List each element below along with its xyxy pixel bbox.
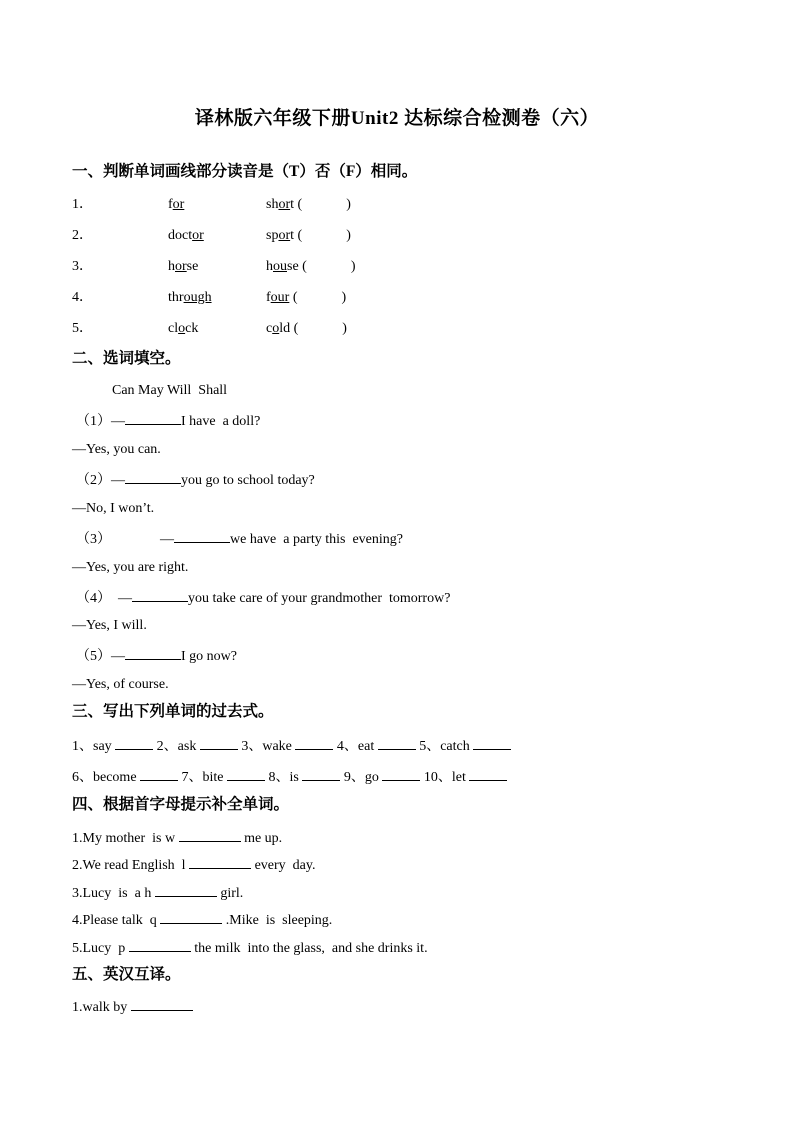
sentence-end: .Mike is sleeping. (225, 913, 333, 928)
paren-close: ) (346, 197, 351, 212)
sentence-start: 4.Please talk q (72, 913, 157, 928)
question-text: you take care of your grandmother tomorrow? (188, 591, 451, 606)
spelling-item (72, 910, 332, 930)
answer-blank[interactable] (140, 767, 178, 781)
word-a (168, 320, 198, 338)
underlined-letters: or (175, 259, 187, 274)
verb-item: 7、bite (181, 770, 224, 785)
fill-line (76, 588, 450, 608)
question-text: I have a doll? (181, 414, 261, 429)
word-part: h (266, 259, 273, 274)
fill-line (72, 500, 154, 518)
answer-blank[interactable] (115, 736, 153, 750)
sentence-start: 2.We read English l (72, 858, 186, 873)
answer-blank[interactable] (382, 767, 420, 781)
paren-open: ( (297, 197, 303, 212)
section1-heading: 一、判断单词画线部分读音是（T）否（F）相同。 (72, 163, 418, 180)
word-part: c (266, 321, 273, 336)
section4-heading: 四、根据首字母提示补全单词。 (72, 796, 290, 813)
fill-line (76, 529, 403, 549)
answer-line: —Yes, you are right. (72, 560, 189, 575)
sentence-end: girl. (220, 886, 244, 901)
paren-open: ( (293, 321, 299, 336)
underlined-letters: or (172, 197, 185, 212)
verb-item: 5、catch (419, 739, 470, 754)
word-part: sp (266, 228, 279, 243)
word-part: t (290, 197, 295, 212)
answer-blank[interactable] (174, 529, 230, 543)
fill-line (72, 617, 147, 635)
phonics-row (72, 320, 347, 338)
word-part: sh (266, 197, 279, 212)
underlined-letters: our (270, 290, 290, 305)
word-part: se (186, 259, 199, 274)
question-prefix: （4） — (76, 591, 132, 606)
verb-item: 8、is (268, 770, 299, 785)
answer-blank[interactable] (132, 588, 188, 602)
sentence-start: 5.Lucy p (72, 941, 126, 956)
translation-item (72, 997, 193, 1017)
verb-item: 4、eat (336, 739, 375, 754)
answer-line: —Yes, of course. (72, 677, 169, 692)
sentence-end: the milk into the glass, and she drinks it. (194, 941, 428, 956)
fill-line (72, 559, 188, 577)
sentence-end: every day. (254, 858, 316, 873)
past-tense-row (72, 736, 515, 756)
answer-blank[interactable] (125, 646, 181, 660)
phonics-row (72, 227, 351, 245)
item-number: 1． (72, 197, 93, 212)
fill-line (76, 470, 315, 490)
item-number: 5． (72, 321, 93, 336)
word-a (168, 227, 204, 245)
word-b (266, 227, 351, 245)
answer-blank[interactable] (302, 767, 340, 781)
answer-blank[interactable] (189, 855, 251, 869)
sentence-start: 3.Lucy is a h (72, 886, 152, 901)
question-prefix: （3） — (76, 532, 174, 547)
section2-heading: 二、选词填空。 (72, 350, 181, 367)
phonics-row (72, 289, 347, 307)
answer-line: —No, I won’t. (72, 501, 155, 516)
underlined-letters: o (178, 321, 186, 336)
underlined-letters: or (192, 228, 204, 243)
word-part: thr (168, 290, 184, 305)
verb-item: 6、become (72, 770, 137, 785)
phrase: 1.walk by (72, 1000, 128, 1015)
underlined-letters: ough (183, 290, 212, 305)
paren-open: ( (302, 259, 307, 274)
word-part: f (266, 290, 271, 305)
spelling-item (72, 883, 243, 903)
answer-blank[interactable] (129, 938, 191, 952)
word-part: cl (168, 321, 179, 336)
fill-line (72, 441, 161, 459)
paren-close: ) (342, 321, 347, 336)
word-b (266, 289, 346, 307)
answer-blank[interactable] (200, 736, 238, 750)
word-b (266, 196, 351, 214)
question-prefix: （5）— (76, 649, 125, 664)
verb-item: 9、go (343, 770, 379, 785)
word-part: t (290, 228, 295, 243)
spelling-item (72, 938, 428, 958)
answer-blank[interactable] (160, 910, 222, 924)
question-prefix: （2）— (76, 473, 125, 488)
item-number: 3． (72, 259, 93, 274)
answer-blank[interactable] (125, 411, 181, 425)
underlined-letters: ou (273, 259, 287, 274)
answer-blank[interactable] (179, 828, 241, 842)
answer-blank[interactable] (125, 470, 181, 484)
section5-heading: 五、英汉互译。 (72, 966, 181, 983)
answer-blank[interactable] (295, 736, 333, 750)
word-part: doct (168, 228, 193, 243)
verb-item: 1、say (72, 739, 112, 754)
item-number: 2． (72, 228, 93, 243)
answer-blank[interactable] (155, 883, 217, 897)
item-number: 4． (72, 290, 93, 305)
answer-line: —Yes, you can. (72, 442, 161, 457)
fill-line (76, 411, 260, 431)
past-tense-row (72, 767, 511, 787)
question-text: you go to school today? (181, 473, 315, 488)
section3-heading: 三、写出下列单词的过去式。 (72, 703, 274, 720)
word-a (168, 258, 198, 276)
question-text: I go now? (181, 649, 237, 664)
answer-blank[interactable] (469, 767, 507, 781)
answer-line: —Yes, I will. (72, 618, 147, 633)
answer-blank[interactable] (227, 767, 265, 781)
answer-blank[interactable] (131, 997, 193, 1011)
word-b (266, 258, 356, 276)
verb-item: 10、let (423, 770, 466, 785)
paren-open: ( (292, 290, 298, 305)
phonics-row (72, 196, 351, 214)
word-part: se (287, 259, 299, 274)
fill-line (76, 646, 237, 666)
word-part: f (168, 197, 173, 212)
paren-close: ) (350, 259, 356, 274)
underlined-letters: or (278, 228, 291, 243)
verb-item: 2、ask (156, 739, 197, 754)
word-choices: Can May Will Shall (112, 383, 228, 398)
underlined-letters: or (278, 197, 291, 212)
word-part: ld (279, 321, 291, 336)
spelling-item (72, 828, 282, 848)
verb-item: 3、wake (241, 739, 292, 754)
paren-close: ) (341, 290, 347, 305)
word-a (168, 289, 212, 307)
word-b (266, 320, 347, 338)
word-a (168, 196, 184, 214)
page-title: 译林版六年级下册Unit2 达标综合检测卷（六） (194, 108, 600, 129)
answer-blank[interactable] (378, 736, 416, 750)
sentence-start: 1.My mother is w (72, 831, 176, 846)
question-prefix: （1）— (76, 414, 125, 429)
phonics-row (72, 258, 356, 276)
paren-close: ) (346, 228, 351, 243)
spelling-item (72, 855, 315, 875)
paren-open: ( (297, 228, 303, 243)
answer-blank[interactable] (473, 736, 511, 750)
question-text: we have a party this evening? (230, 532, 403, 547)
word-part: h (168, 259, 175, 274)
word-part: ck (185, 321, 199, 336)
underlined-letters: o (272, 321, 280, 336)
sentence-end: me up. (244, 831, 283, 846)
fill-line (72, 676, 169, 694)
